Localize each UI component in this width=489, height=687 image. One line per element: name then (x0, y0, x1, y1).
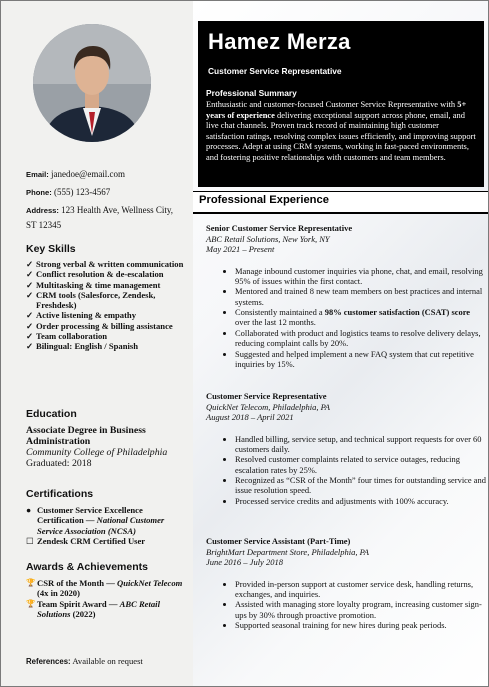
skill-item: ✓ Bilingual: English / Spanish (26, 341, 138, 352)
left-column (1, 1, 193, 686)
job-title: Senior Customer Service Representative (206, 223, 353, 233)
job-bullet: • Resolved customer complaints related to service outages, reducing escalation rates by 25%. (235, 454, 486, 475)
skills-heading: Key Skills (26, 243, 76, 255)
address-value: 123 Health Ave, Wellness City, ST 12345 (26, 205, 174, 230)
job-bullet: • Handled billing, service setup, and technical support requests for over 60 customers daily. (235, 434, 486, 455)
job-bullet: • Processed service credits and adjustments with 100% accuracy. (235, 496, 486, 506)
check-icon: ✓ (26, 259, 34, 269)
award-item: 🏆 CSR of the Month — QuickNet Telecom (4x in 2020) (26, 578, 183, 599)
check-icon: ✓ (26, 310, 34, 321)
skill-item: ✓ Strong verbal & written communication (26, 259, 184, 269)
job-title: Customer Service Assistant (Part-Time) (206, 536, 351, 546)
job-bullet: • Provided in-person support at customer service desk, handling returns, exchanges, and inquiries. (235, 579, 486, 600)
skill-item: ✓ CRM tools (Salesforce, Zendesk, Freshdesk) (26, 289, 156, 311)
job-entry (206, 223, 486, 369)
trophy-icon: 🏆 (26, 598, 36, 608)
job-bullet: • Consistently maintained a 98% customer satisfaction (CSAT) score over the last 12 months. (235, 307, 486, 328)
education-block (26, 425, 191, 469)
contact-address (26, 203, 176, 232)
job-title: Customer Service Representative (208, 66, 342, 76)
job-bullet: • Supported seasonal training for new hires during peak periods. (235, 620, 486, 630)
person-name: Hamez Merza (208, 29, 351, 54)
school: Community College of Philadelphia (26, 447, 168, 458)
references-label: References: (26, 657, 71, 666)
check-icon: ✓ (26, 289, 34, 300)
square-bullet-icon: ☐ (26, 536, 34, 547)
degree: Associate Degree in Business Administration (26, 425, 146, 447)
job-bullet: • Mentored and trained 8 new team members on best practices and internal systems. (235, 286, 486, 307)
job-bullets (206, 579, 486, 631)
cert-item: ● Customer Service Excellence Certification — National Customer Service Association (NCSA) (26, 505, 165, 536)
references (26, 656, 143, 666)
job-company: QuickNet Telecom, Philadelphia, PA (206, 401, 330, 412)
job-bullet: • Recognized as “CSR of the Month” four times for outstanding service and issue resolution speed. (235, 475, 486, 496)
check-icon: ✓ (26, 269, 34, 280)
skill-item: ✓ Active listening & empathy (26, 310, 137, 321)
contact-phone (26, 185, 110, 200)
job-company: ABC Retail Solutions, New York, NY (206, 233, 330, 244)
certifications-list (26, 505, 191, 547)
check-icon: ✓ (26, 331, 34, 342)
experience-heading-bar (193, 191, 488, 214)
phone-label: Phone: (26, 188, 52, 197)
profile-photo (33, 24, 151, 142)
email-label: Email: (26, 170, 49, 179)
cert-item: ☐ Zendesk CRM Certified User (26, 536, 146, 547)
job-company: BrightMart Department Store, Philadelphia, PA (206, 546, 369, 557)
job-title: Customer Service Representative (206, 391, 327, 401)
job-bullet: • Suggested and helped implement a new FAQ system that cut repetitive inquiries by 15%. (235, 349, 486, 370)
job-bullet: • Manage inbound customer inquiries via phone, chat, and email, resolving 95% of issues within the first contact. (235, 266, 486, 287)
contact-email (26, 167, 125, 182)
job-entry (206, 391, 486, 506)
bullet-icon: ● (26, 505, 32, 515)
job-bullets (206, 266, 486, 370)
graduation: Graduated: 2018 (26, 458, 92, 469)
certifications-heading: Certifications (26, 488, 94, 500)
skill-item: ✓ Conflict resolution & de-escalation (26, 269, 164, 280)
skill-item: ✓ Team collaboration (26, 331, 108, 342)
summary-text: Enthusiastic and customer-focused Customer Service Representative with 5+ years of experience delivering exceptional support across phone, email, and live chat channels. Proven track record of maintaining high customer satisfaction ratings, resolving complex issues efficiently, and improving support processes. Adept at using CRM systems, working in fast-paced environments, and fostering positive relationships with customers and team members. (206, 99, 476, 162)
skill-item: ✓ Multitasking & time management (26, 279, 161, 290)
job-bullets (206, 434, 486, 507)
experience-heading: Professional Experience (199, 194, 329, 206)
skills-list (26, 259, 191, 352)
check-icon: ✓ (26, 320, 34, 331)
job-entry (206, 536, 486, 631)
summary-heading: Professional Summary (206, 88, 297, 98)
references-value: Available on request (72, 656, 143, 666)
check-icon: ✓ (26, 279, 34, 290)
address-label: Address: (26, 206, 59, 215)
awards-list (26, 578, 191, 620)
job-dates: May 2021 – Present (206, 244, 275, 254)
trophy-icon: 🏆 (26, 578, 36, 587)
check-icon: ✓ (26, 341, 34, 352)
email-value[interactable]: janedoe@email.com (51, 169, 126, 179)
job-bullet: • Assisted with managing store loyalty program, increasing customer sign-ups by 30% through proactive promotion. (235, 599, 486, 620)
job-dates: June 2016 – July 2018 (206, 557, 283, 567)
award-item: 🏆 Team Spirit Award — ABC Retail Solutions (2022) (26, 598, 160, 620)
skill-item: ✓ Order processing & billing assistance (26, 320, 173, 331)
header-block (198, 21, 484, 187)
education-heading: Education (26, 408, 77, 420)
awards-heading: Awards & Achievements (26, 561, 148, 573)
job-bullet: • Collaborated with product and logistics teams to resolve delivery delays, reducing complaint calls by 20%. (235, 328, 486, 349)
phone-value: (555) 123-4567 (53, 187, 111, 197)
job-dates: August 2018 – April 2021 (206, 412, 294, 422)
